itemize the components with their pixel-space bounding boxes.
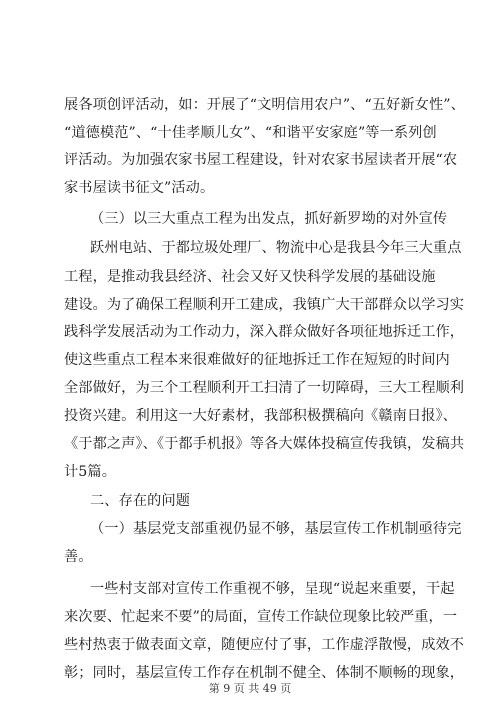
text-line: 建设。为了确保工程顺利开工建成，我镇广大干部群众以学习实 [64,297,465,313]
text-line: 全部做好，为三个工程顺利开工扫清了一切障碍，三大工程顺利 [64,380,465,396]
text-line: 跃州电站、于都垃圾处理厂、物流中心是我县今年三大重点 [90,240,462,256]
text-line: 评活动。为加强农家书屋工程建设，针对农家书屋读者开展“农 [64,152,458,168]
text-line: 些村热衷于做表面文章，随便应付了事，工作虚浮散慢，成效不 [64,637,465,653]
text-line: 使这些重点工程本来很难做好的征地拆迁工作在短短的时间内 [64,352,450,368]
text-line: 践科学发展活动为工作动力，深入群众做好各项征地拆迁工作， [64,324,465,340]
text-line: 彰；同时，基层宣传工作存在机制不健全、体制不顺畅的现象， [64,665,465,681]
text-line: “道德模范”、“十佳孝顺儿女”、“和谐平安家庭”等一系列创 [64,125,437,141]
text-line: 家书屋读书征文”活动。 [64,180,215,196]
section-heading: 二、存在的问题 [90,493,191,509]
text-line: 善。 [64,549,93,565]
text-line: 投资兴建。利用这一大好素材，我部积极撰稿向《赣南日报》、 [64,408,457,424]
subsection-heading: （一）基层党支部重视仍显不够，基层宣传工作机制亟待完 [90,521,462,537]
text-line: 展各项创评活动，如：开展了“文明信用农户”、“五好新女性”、 [64,97,465,113]
section-heading: （三）以三大重点工程为出发点，抓好新罗坳的对外宣传 [90,211,448,227]
text-line: 来次要、忙起来不要”的局面，宣传工作缺位现象比较严重，一 [64,609,458,625]
text-line: 计5篇。 [64,464,116,480]
text-line: 一些村支部对宣传工作重视不够，呈现“说起来重要，干起 [90,581,455,597]
page-footer [0,683,500,694]
text-line: 《于都之声》、《于都手机报》等各大媒体投稿宣传我镇，发稿共 [64,436,465,452]
text-line: 工程，是推动我县经济、社会又好又快科学发展的基础设施 [64,269,436,285]
page-number: 第 9 页 共 49 页 [208,682,292,695]
